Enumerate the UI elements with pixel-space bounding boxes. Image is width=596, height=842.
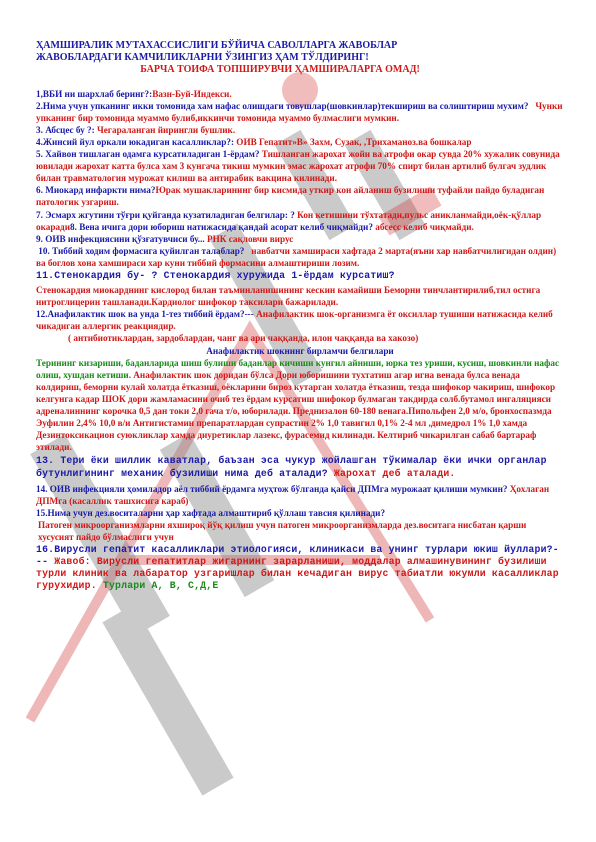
answer-5: Тишланган жарохат жойи ва атрофи окар сувда 20% хужалик совунида ювилади жарохат катта булса хам 3 кунгача тикиш мумкин эмас жарохат атрофи 70% спирт билан артилиб булгач зудлик билан травматология мурожат килиш ва антирабик вакцина килинади. [36, 149, 560, 184]
qa-12 [36, 308, 564, 332]
question-2: 2.Нима учун упканинг икки томонида хам нафас олишдаги товушлар(шовкинлар)текшириш ва солиштириш мухим? [36, 100, 529, 111]
question-8: 8. Вена ичига дори юбориш натижасида қандай асорат келиб чиқмайди? [70, 221, 373, 232]
question-7: 7. Эсмарх жгутини тўғри қуйганда кузатиладиган белгилар: ? [36, 209, 295, 220]
header-line-2: ЖАВОБЛАРДАГИ КАМЧИЛИКЛАРНИ ЎЗИНГИЗ ҲАМ ТЎЛДИРИНГ! [36, 52, 369, 64]
answer-9: РНК сақловчи вирус [207, 233, 294, 244]
answer-12-causes: ( антибиотиклардан, зардоблардан, чанг ва ари чаққанда, илон чаққанда ва хакозо) [68, 333, 419, 344]
question-6: 6. Миокард инфаркти нима? [36, 185, 156, 196]
answer-1: Вазн-Буй-Индекси. [152, 88, 232, 99]
answer-16: Жавоб: Вирусли гепатитлар жигарнинг зарарланиши, моддалар алмашинувининг бузилиши турли клиник ва лабаратор узгаришлар билан кечадиган вирус табиатли юкумли касалликлар гурухидир. [36, 556, 559, 592]
question-4: 4.Жинсий йул оркали юкадиган касалликлар?: [36, 136, 234, 147]
answer-12-signs: Терининг кизариши, баданларида шиш булиши баданлар кичиши кунгил айниши, юрка тез уриши, кусиш, шовкинли нафас олиш, хушдан кетиши. [36, 357, 560, 380]
answer-12-aid: Дори юборишини тухтатиш агар игна венада булса венада колдириш, беморни кулай холатда ётказиш, оёкларини бироз кутарган холатда ётказиш, тезда шифокор чакириш, шифокор келгунга кадар ШОК дори жамламасини очиб тез ёрдам курсатиш шифокор булмаган такдирда солб.бутамол ингаляцияси адреналиннинг корочка 0,5 дан токи 2,0 гача т/о, юборилади. Преднизалон 60-180 венага.Пипольфен 2,0 м/о, бронхоспазмда Эуфилин 2,4% 10,0 в/и Антигистамин препаратлардан супрастин 2% 1,0 тавигил 0,1% 2-4 мл ,димедрол 1% 1,0 хамда Дезинтоксикацион суюкликлар хамда диуретиклар лазекс, фурасемид килинади. Келтириб чикарилган сабаб бартараф этилади. [36, 369, 556, 453]
document-content [36, 40, 564, 592]
question-14: 14. ОИВ инфекцияли ҳомиладор аёл тиббий ёрдамга муҳтож бўлганда қайси ДПМга мурожаат қилиши мумкин? [36, 483, 508, 494]
qa-9 [36, 233, 564, 245]
answer-12-definition: Анафилактик шок-организмга ёт оксиллар тушиши натижасида келиб чикадиган аллергик реакциядир. [36, 309, 553, 332]
qa-13 [36, 455, 564, 479]
answer-10: навбатчи хамшираси хафтада 2 марта(яъни хар навбатчилигидан олдин) ва боглов хона хамшираси хар куни тиббий формасини алмаштириши лозим. [36, 245, 557, 268]
answer-6: Юрак мушакларининг бир кисмида уткир кон айланиш бузилиши туфайли пайдо буладиган патологик узгариш. [36, 185, 545, 208]
qa-6 [36, 184, 564, 208]
answer-4: ОИВ Гепатит»В» Захм, Сузак, ,Трихаманоз.ва бошкалар [236, 136, 472, 147]
answer-8: абсесс келиб чиқмайди. [375, 221, 474, 232]
question-16: 16.Вирусли гепатит касалликлари этиологияси, клиникаси ва унинг турлари юкиш йуллари?--- [36, 544, 559, 568]
question-9: 9. ОИВ инфекциясини қўзғатувчиси бу... [36, 233, 205, 244]
qa-10 [36, 245, 564, 269]
qa-2 [36, 100, 564, 124]
question-10: 10. Тиббий ходим формасига қуйилган талаблар? [38, 245, 245, 256]
question-3: 3. Абсцес бу ?: [36, 124, 95, 135]
question-11: 11.Стенокардия бу- ? Стенокардия хуружида 1-ёрдам курсатиш? [36, 270, 395, 282]
answer-14: Ҳохлаган ДПМга (касаллик ташхисига караб) [36, 483, 550, 506]
answer-15: Патоген микроорганизмларни яхшироқ йўқ қилиш учун патоген микроорганизмларда дез.воситага нисбатан қарши хусусият пайдо бўлмаслиги учун [38, 519, 527, 542]
answer-13: Жарохат деб аталади. [333, 467, 456, 479]
answer-7: Кон кетишини тўхтатади,пульс аникланмайди,оёк-қўллар окаради [36, 209, 542, 232]
header-line-1: ҲАМШИРАЛИК МУТАХАССИСЛИГИ БЎЙИЧА САВОЛЛАРГА ЖАВОБЛАР [36, 40, 398, 51]
answer-12-body [36, 357, 564, 454]
question-15: 15.Нима учун дез.воситаларни ҳар хафтада алмаштириб қўллаш тавсия қилинади? [36, 507, 386, 518]
qa-3 [36, 124, 564, 136]
answer-11: Стенокардия миокарднинг кислород билан таъминланишининг кескин камайиши Беморни тинчлантирилиб,тил остига нитроглицерин ташланади.Кардиолог шифокор таксилари бажарилади. [36, 285, 541, 308]
qa-16 [36, 544, 564, 592]
qa-1 [36, 88, 564, 100]
answer-2: Чунки упканинг бир томонида муаммо булиб,иккинчи томонида муаммо булмаслиги мумкин. [36, 100, 563, 123]
answer-16-types: Турлари А, В, С,Д,Е [102, 580, 219, 592]
qa-7-8 [36, 209, 564, 233]
qa-5 [36, 148, 564, 184]
answer-3: Чегараланган йирингли бушлик. [96, 124, 236, 135]
qa-4 [36, 136, 564, 148]
answer-12-aid-title: Анафилактик шок доридан бўлса [133, 369, 274, 380]
question-12: 12.Анафилактик шок ва унда 1-тез тиббий ёрдам?--- [36, 309, 254, 320]
header-line-3: БАРЧА ТОИФА ТОПШИРУВЧИ ҲАМШИРАЛАРГА ОМАД! [140, 64, 420, 76]
question-5: 5. Хайвон тишлаган одамга курсатиладиган 1-ёрдам? [36, 149, 260, 160]
question-1: 1,ВБИ ни шархлаб беринг?: [36, 88, 153, 99]
qa-14 [36, 483, 564, 507]
answer-12-subtitle: Анафилактик шокнинг бирламчи белгилари [206, 345, 394, 356]
question-13: 13. Тери ёки шиллик каватлар, баъзан эса чукур жойлашган тўкималар ёки ички органлар бутунлигининг механик бузилиши нима деб аталади? [36, 455, 547, 479]
